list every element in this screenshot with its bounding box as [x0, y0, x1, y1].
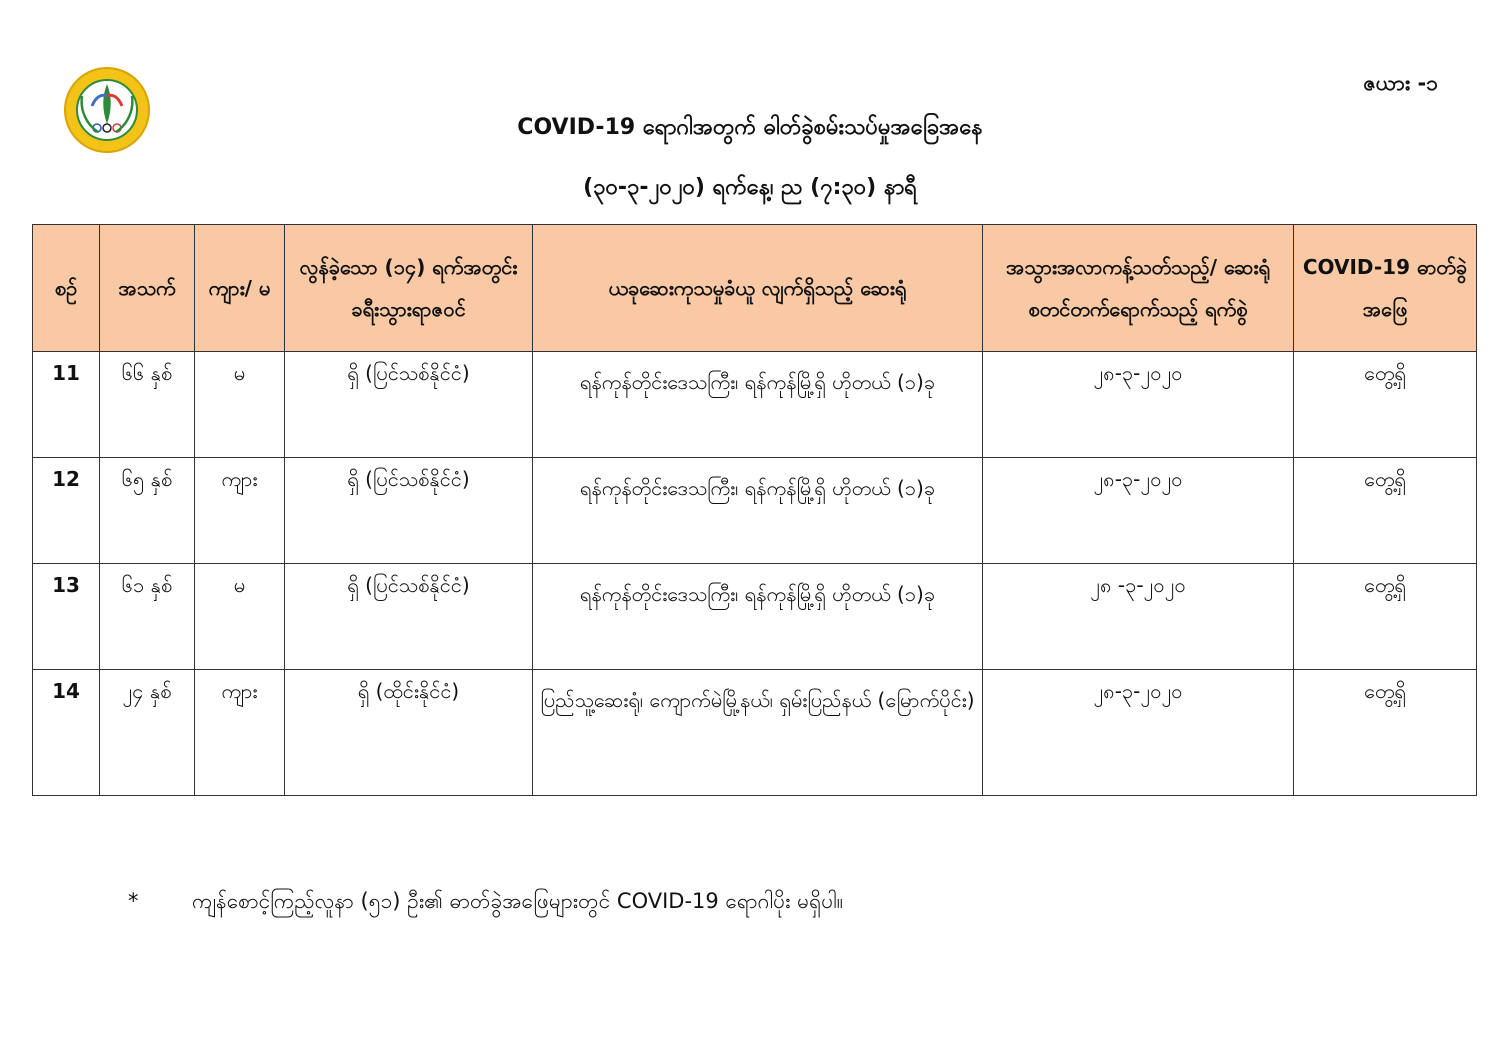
cell-date: ၂၈ -၃-၂၀၂၀ — [983, 564, 1294, 670]
cell-travel: ရှိ (ပြင်သစ်နိုင်ငံ) — [285, 352, 533, 458]
cell-result: တွေ့ရှိ — [1294, 564, 1477, 670]
cell-no: 12 — [33, 458, 100, 564]
cell-sex: ကျား — [195, 670, 285, 796]
col-header-hospital: ယခုဆေးကုသမှုခံယူ လျက်ရှိသည့် ဆေးရုံ — [533, 225, 983, 352]
footnote-text: ကျန်စောင့်ကြည့်လူနာ (၅၁) ဦး၏ ဓာတ်ခွဲအဖြေများတွင် COVID-19 ရောဂါပိုး မရှိပါ။ — [192, 889, 844, 913]
col-header-sex: ကျား/ မ — [195, 225, 285, 352]
table-row — [33, 670, 1477, 796]
cell-travel: ရှိ (ပြင်သစ်နိုင်ငံ) — [285, 564, 533, 670]
cell-hospital: ရန်ကုန်တိုင်းဒေသကြီး၊ ရန်ကုန်မြို့ရှိ ဟိုတယ် (၁)ခု — [533, 564, 983, 670]
cell-no: 13 — [33, 564, 100, 670]
cases-table — [32, 224, 1477, 796]
col-header-no: စဉ် — [33, 225, 100, 352]
page-subtitle: (၃၀-၃-၂၀၂၀) ရက်နေ့၊ ည (၇:၃၀) နာရီ — [583, 175, 917, 200]
cell-age: ၆၁ နှစ် — [100, 564, 195, 670]
table-header-row — [33, 225, 1477, 352]
annex-label: ဇယား -၁ — [1363, 71, 1438, 95]
footnote-marker: * — [128, 889, 139, 913]
table-row — [33, 564, 1477, 670]
cell-date: ၂၈-၃-၂၀၂၀ — [983, 458, 1294, 564]
col-header-result: COVID-19 ဓာတ်ခွဲ အဖြေ — [1294, 225, 1477, 352]
col-header-date: အသွားအလာကန့်သတ်သည့်/ ဆေးရုံစတင်တက်ရောက်သည့် ရက်စွဲ — [983, 225, 1294, 352]
cell-sex: မ — [195, 352, 285, 458]
cell-no: 11 — [33, 352, 100, 458]
cell-hospital: ပြည်သူ့ဆေးရုံ၊ ကျောက်မဲမြို့နယ်၊ ရှမ်းပြည်နယ် (မြောက်ပိုင်း) — [533, 670, 983, 796]
table-row — [33, 458, 1477, 564]
cell-date: ၂၈-၃-၂၀၂၀ — [983, 670, 1294, 796]
col-header-travel: လွန်ခဲ့သော (၁၄) ရက်အတွင်း ခရီးသွားရာဇဝင် — [285, 225, 533, 352]
cell-age: ၂၄ နှစ် — [100, 670, 195, 796]
cell-date: ၂၈-၃-၂၀၂၀ — [983, 352, 1294, 458]
table-row — [33, 352, 1477, 458]
cell-no: 14 — [33, 670, 100, 796]
cell-age: ၆၆ နှစ် — [100, 352, 195, 458]
cell-result: တွေ့ရှိ — [1294, 458, 1477, 564]
cell-age: ၆၅ နှစ် — [100, 458, 195, 564]
cell-hospital: ရန်ကုန်တိုင်းဒေသကြီး၊ ရန်ကုန်မြို့ရှိ ဟိုတယ် (၁)ခု — [533, 352, 983, 458]
cell-travel: ရှိ (ထိုင်းနိုင်ငံ) — [285, 670, 533, 796]
col-header-age: အသက် — [100, 225, 195, 352]
cell-hospital: ရန်ကုန်တိုင်းဒေသကြီး၊ ရန်ကုန်မြို့ရှိ ဟိုတယ် (၁)ခု — [533, 458, 983, 564]
cell-sex: ကျား — [195, 458, 285, 564]
page-title: COVID-19 ရောဂါအတွက် ဓါတ်ခွဲစမ်းသပ်မှုအခြေအနေ — [517, 115, 983, 140]
cell-result: တွေ့ရှိ — [1294, 352, 1477, 458]
footnote — [128, 888, 843, 919]
cell-travel: ရှိ (ပြင်သစ်နိုင်ငံ) — [285, 458, 533, 564]
cell-sex: မ — [195, 564, 285, 670]
cell-result: တွေ့ရှိ — [1294, 670, 1477, 796]
